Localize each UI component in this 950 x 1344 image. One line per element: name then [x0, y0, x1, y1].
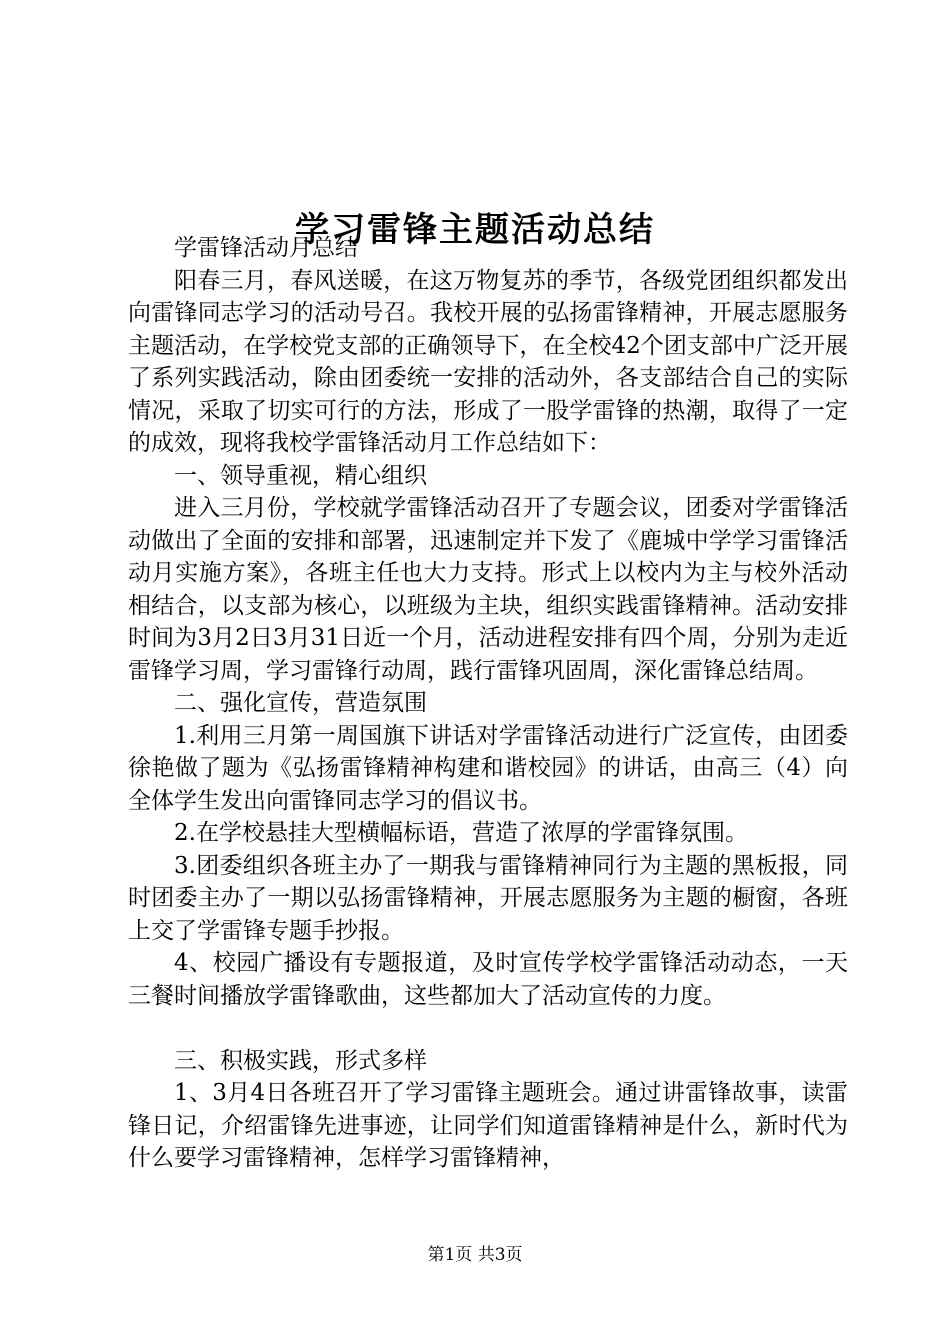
intro-paragraph: 阳春三月，春风送暖，在这万物复苏的季节，各级党团组织都发出向雷锋同志学习的活动号召。我校开展的弘扬雷锋精神，开展志愿服务主题活动，在学校党支部的正确领导下，在全校42个团支部中广泛开展了系列实践活动，除由团委统一安排的活动外，各支部结合自己的实际情况，采取了切实可行的方法，形成了一股学雷锋的热潮，取得了一定的成效，现将我校学雷锋活动月工作总结如下： — [128, 267, 848, 456]
section-2-item-4: 4、校园广播设有专题报道，及时宣传学校学雷锋活动动态，一天三餐时间播放学雷锋歌曲，这些都加大了活动宣传的力度。 — [128, 950, 848, 1009]
section-heading-2: 二、强化宣传，营造氛围 — [174, 690, 427, 716]
page-number-footer: 第1页 共3页 — [427, 1245, 523, 1265]
section-2-item-2: 2.在学校悬挂大型横幅标语，营造了浓厚的学雷锋氛围。 — [174, 820, 748, 846]
section-2-item-3: 3.团委组织各班主办了一期我与雷锋精神同行为主题的黑板报，同时团委主办了一期以弘扬雷锋精神，开展志愿服务为主题的橱窗，各班上交了学雷锋专题手抄报。 — [128, 852, 848, 944]
section-heading-1: 一、领导重视，精心组织 — [174, 462, 427, 489]
document-body — [128, 232, 848, 1175]
document-title: 学习雷锋主题活动总结 — [295, 209, 655, 250]
section-1-paragraph: 进入三月份，学校就学雷锋活动召开了专题会议，团委对学雷锋活动做出了全面的安排和部署，迅速制定并下发了《鹿城中学学习雷锋活动月实施方案》，各班主任也大力支持。形式上以校内为主与校外活动相结合，以支部为核心，以班级为主块，组织实践雷锋精神。活动安排时间为3月2日3月31日近一个月，活动进程安排有四个周，分别为走近雷锋学习周，学习雷锋行动周，践行雷锋巩固周，深化雷锋总结周。 — [128, 495, 848, 684]
blank-line — [128, 1012, 848, 1045]
section-heading-3: 三、积极实践，形式多样 — [174, 1047, 427, 1074]
section-2-item-1: 1.利用三月第一周国旗下讲话对学雷锋活动进行广泛宣传，由团委徐艳做了题为《弘扬雷锋精神构建和谐校园》的讲话，由高三（4）向全体学生发出向雷锋同志学习的倡议书。 — [128, 722, 848, 814]
section-3-item-1: 1、3月4日各班召开了学习雷锋主题班会。通过讲雷锋故事，读雷锋日记，介绍雷锋先进事迹，让同学们知道雷锋精神是什么，新时代为什么要学习雷锋精神，怎样学习雷锋精神， — [128, 1080, 848, 1171]
subtitle-paragraph: 学雷锋活动月总结 — [174, 235, 358, 261]
